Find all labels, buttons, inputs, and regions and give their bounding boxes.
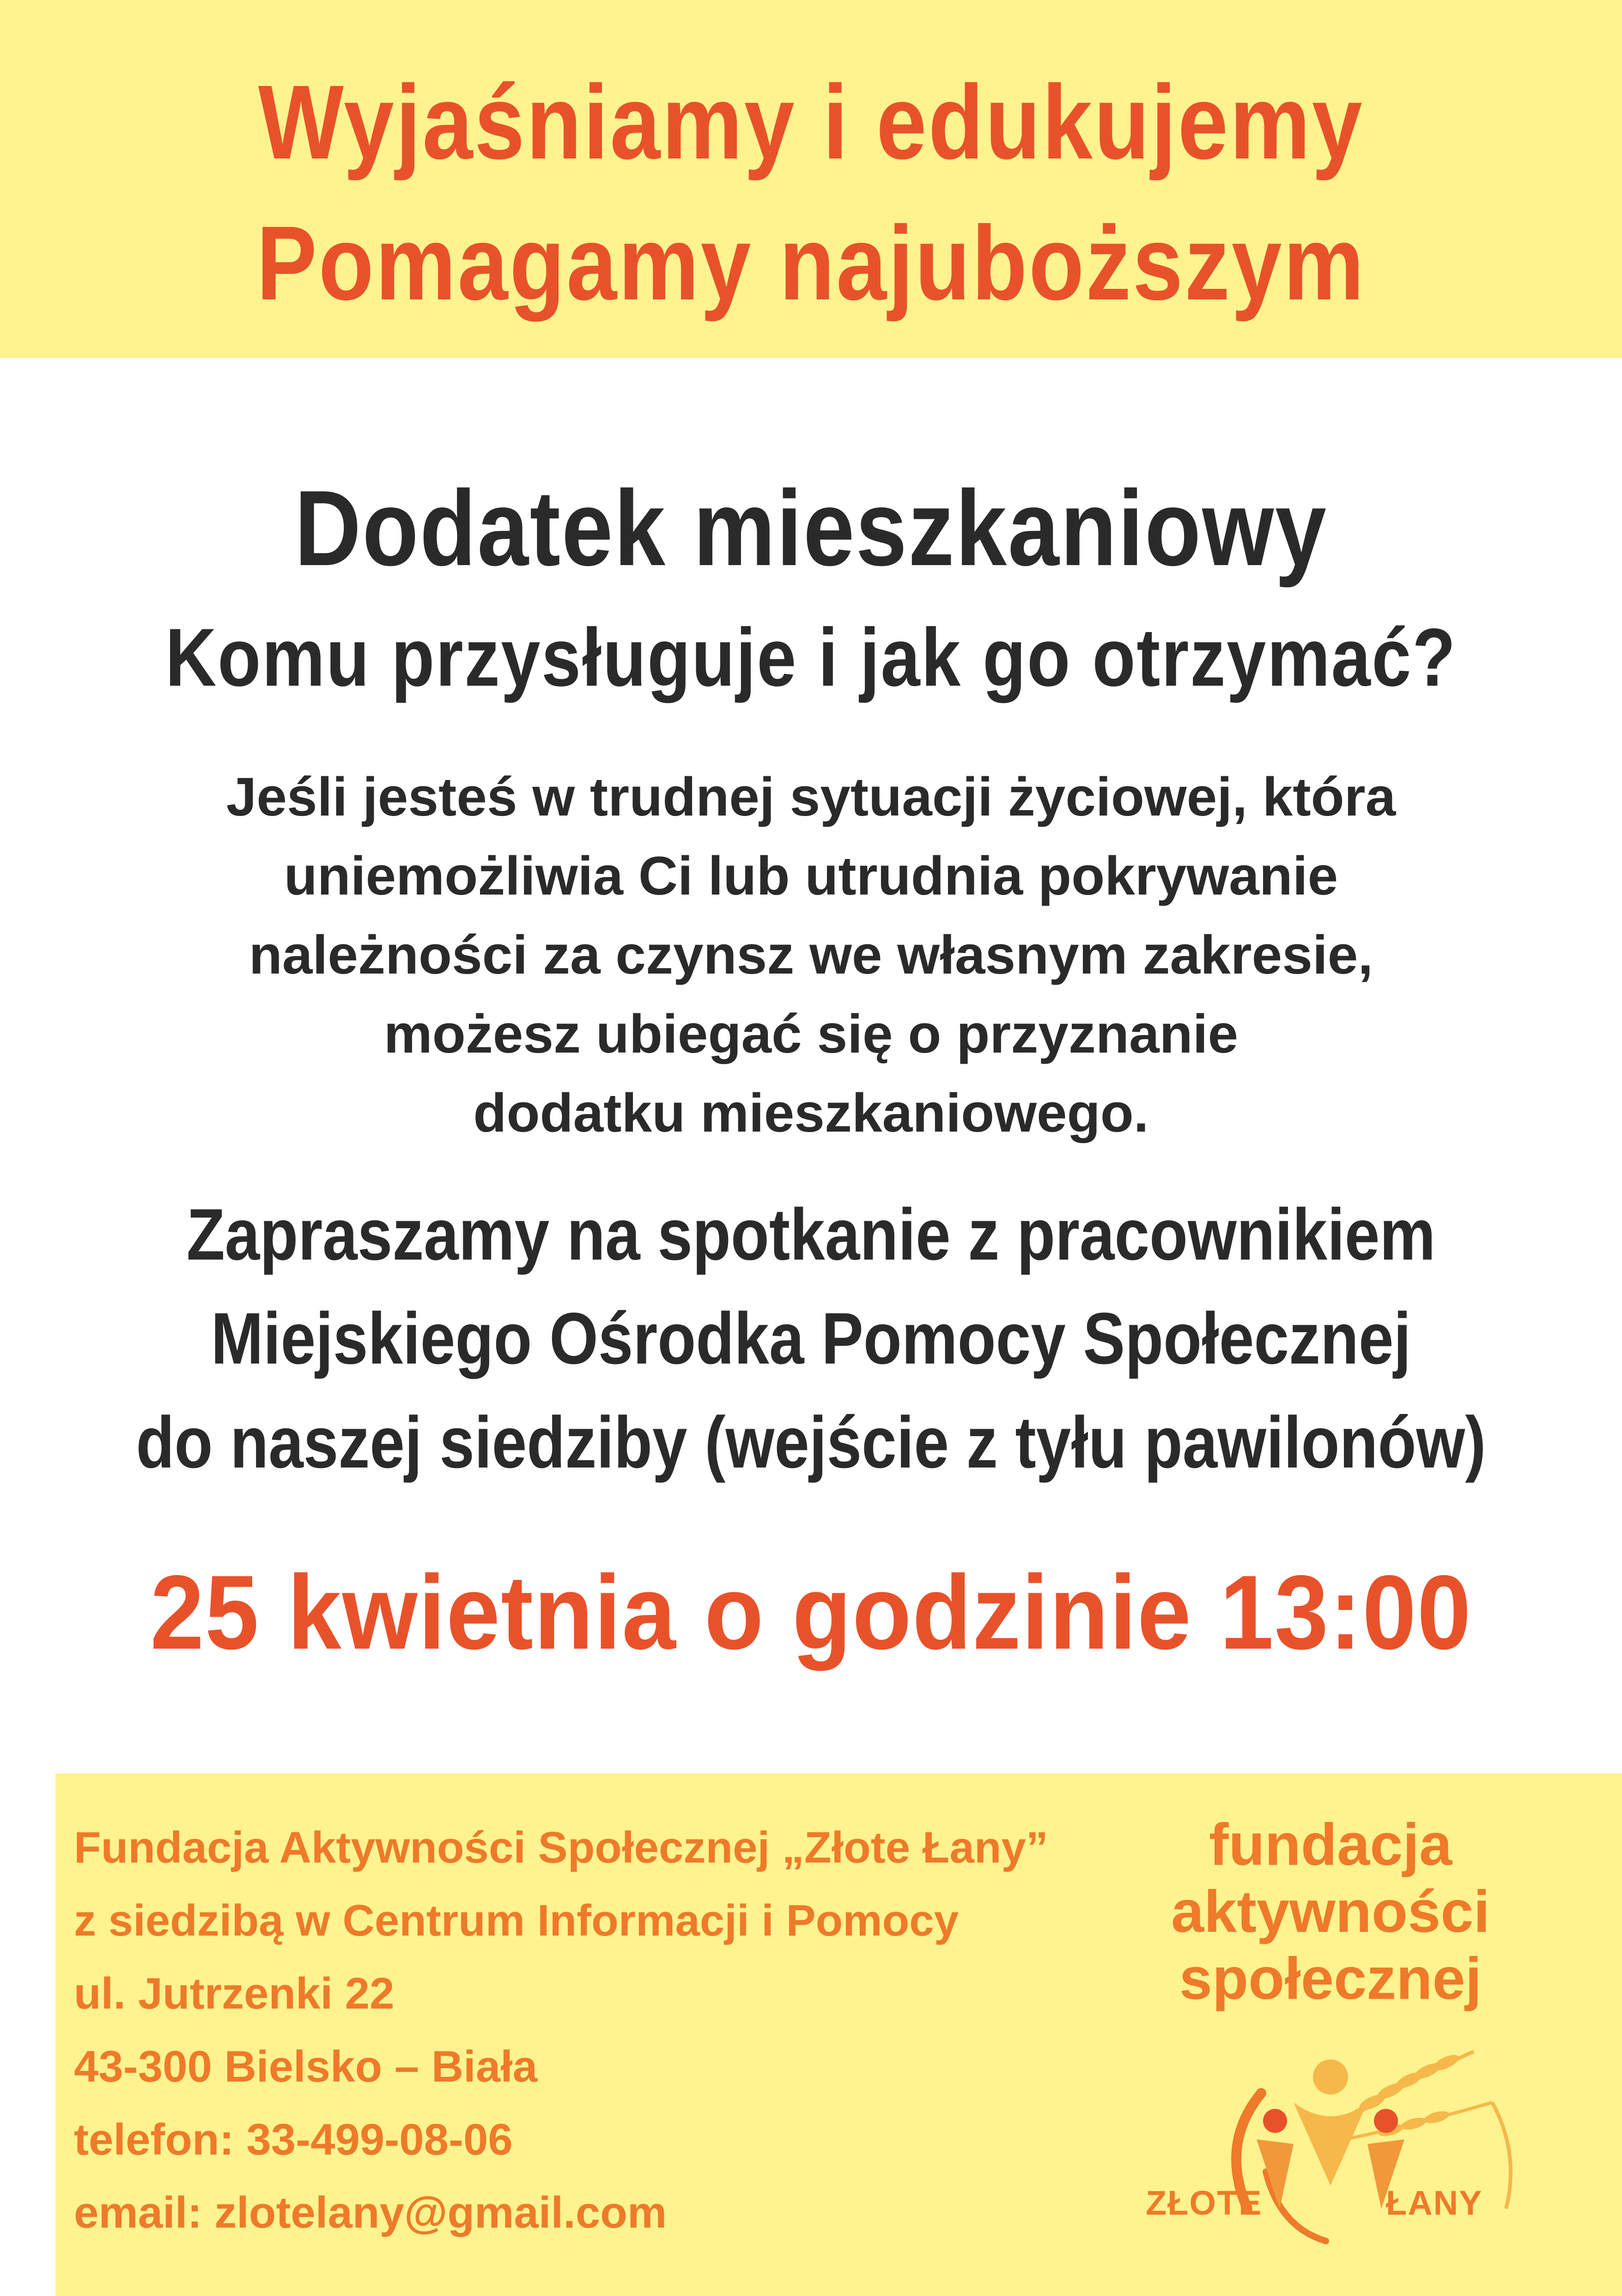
event-date: 25 kwietnia o godzinie 13:00 — [150, 1554, 1472, 1671]
intro-line: Jeśli jesteś w trudnej sytuacji życiowej, która — [226, 767, 1396, 828]
contact-email: email: zlotelany@gmail.com — [74, 2188, 667, 2237]
logo-word-left: ZŁOTE — [1146, 2184, 1263, 2222]
intro-paragraph — [0, 758, 1622, 1153]
invitation-paragraph — [114, 1183, 1508, 1495]
foundation-logo-text — [1123, 1811, 1538, 2012]
contact-city: 43-300 Bielsko – Biała — [74, 2042, 538, 2091]
intro-line: możesz ubiegać się o przyznanie — [383, 1004, 1239, 1065]
logo-word-right: ŁANY — [1386, 2184, 1483, 2222]
contact-location: z siedzibą w Centrum Informacji i Pomocy — [74, 1896, 959, 1945]
contact-street: ul. Jutrzenki 22 — [74, 1969, 395, 2018]
logo-line: fundacja — [1209, 1812, 1452, 1878]
intro-line: uniemożliwia Ci lub utrudnia pokrywanie — [284, 846, 1338, 907]
logo-line: społecznej — [1179, 1946, 1482, 2012]
contact-organization: Fundacja Aktywności Społecznej „Złote Łany” — [74, 1823, 1048, 1872]
page-subtitle: Komu przysługuje i jak go otrzymać? — [165, 611, 1457, 703]
invite-line: do naszej siedziby (wejście z tyłu pawilonów) — [136, 1402, 1486, 1483]
invite-line: Zapraszamy na spotkanie z pracownikiem — [186, 1194, 1436, 1275]
intro-line: dodatku mieszkaniowego. — [473, 1083, 1149, 1144]
invite-line: Miejskiego Ośrodka Pomocy Społecznej — [211, 1298, 1411, 1379]
page-title: Dodatek mieszkaniowy — [294, 469, 1328, 588]
contact-phone: telefon: 33-499-08-06 — [74, 2115, 513, 2164]
logo-line: aktywności — [1171, 1879, 1490, 1945]
headline-line-2: Pomagamy najuboższym — [256, 205, 1366, 322]
intro-line: należności za czynsz we własnym zakresie, — [249, 925, 1373, 986]
headline-line-1: Wyjaśniamy i edukujemy — [258, 64, 1364, 181]
contact-block — [74, 1811, 1048, 2249]
